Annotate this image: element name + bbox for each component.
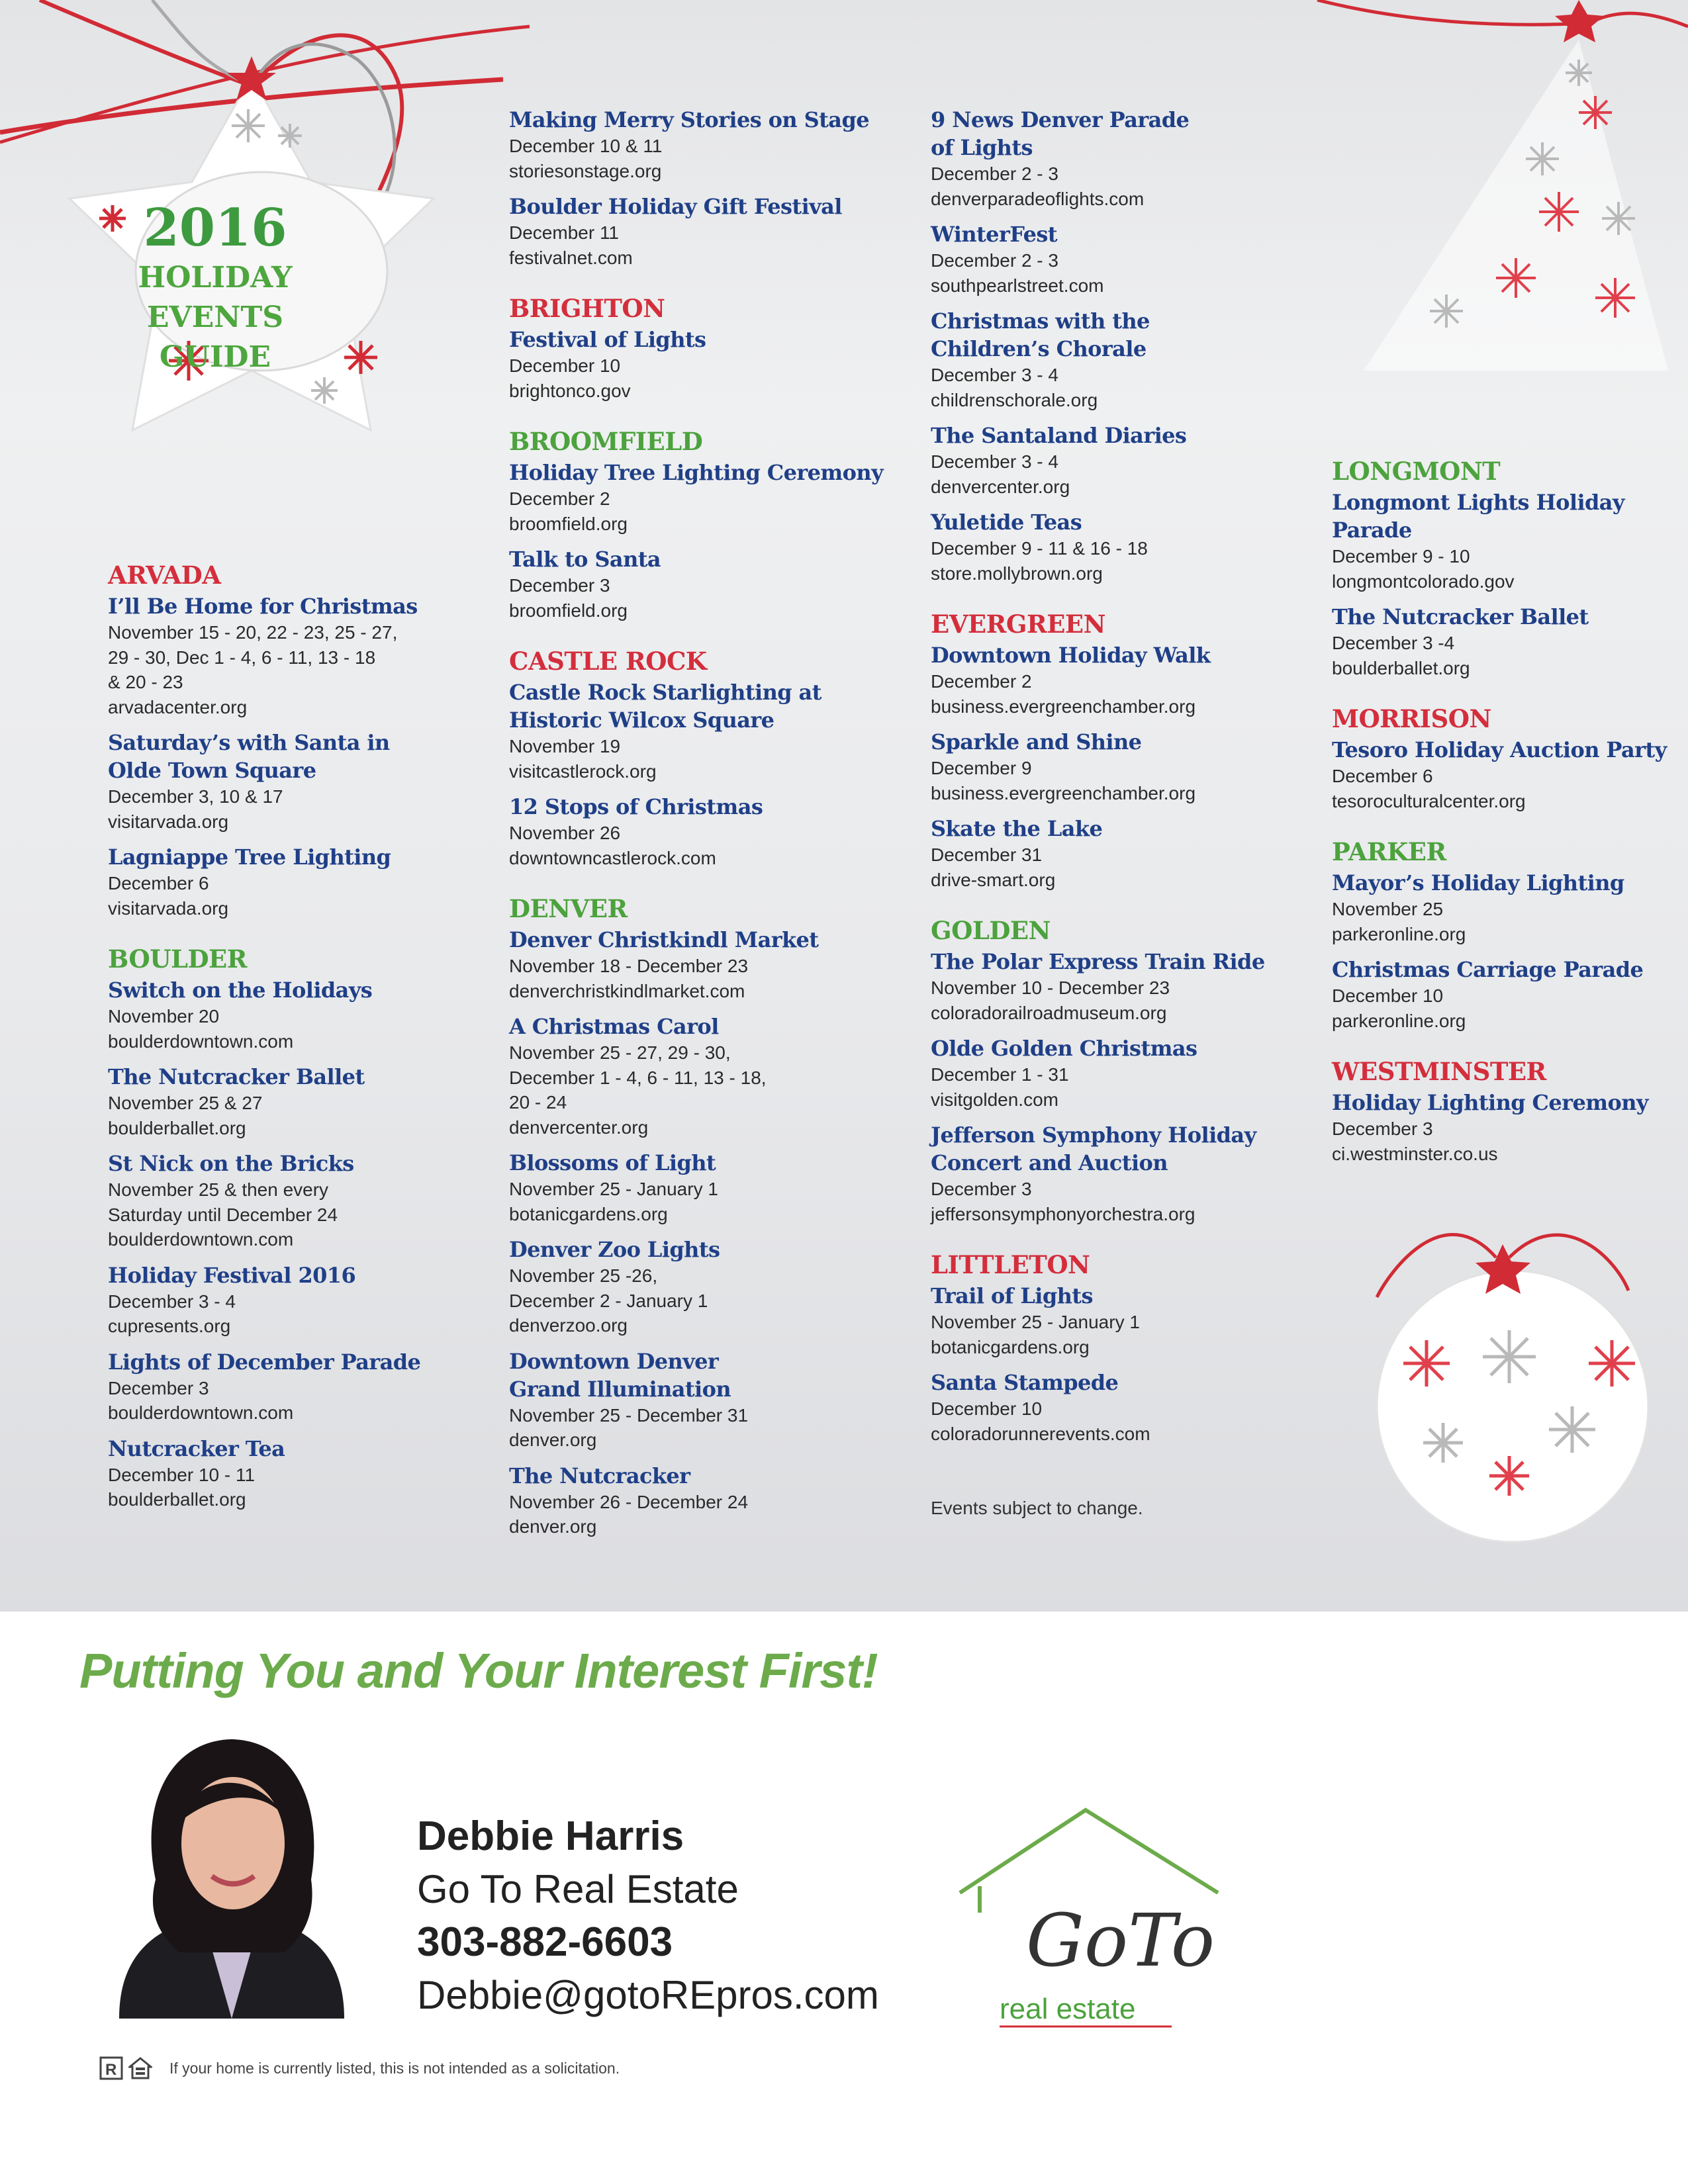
city-heading: DENVER — [509, 894, 628, 923]
event-item — [1332, 736, 1667, 813]
event-title: of Lights — [931, 135, 1033, 160]
event-website[interactable]: brightonco.gov — [509, 380, 631, 401]
event-website[interactable]: cupresents.org — [108, 1316, 231, 1336]
event-item — [509, 545, 661, 623]
event-dates: December 3 — [509, 575, 610, 596]
city-heading: GOLDEN — [931, 916, 1051, 945]
event-dates: December 2 - 3 — [931, 250, 1058, 271]
event-item — [509, 926, 818, 1003]
event-website[interactable]: visitgolden.com — [931, 1089, 1058, 1110]
tree-ornament — [1364, 40, 1668, 371]
ribbon — [1589, 13, 1688, 26]
event-dates: December 10 — [509, 355, 621, 376]
event-title: Holiday Tree Lighting Ceremony — [509, 460, 884, 485]
event-item — [108, 843, 391, 921]
event-item — [931, 1121, 1256, 1226]
event-dates: December 1 - 31 — [931, 1064, 1069, 1085]
event-item — [1332, 603, 1589, 680]
event-dates: November 25 - January 1 — [509, 1179, 718, 1199]
ball-ornament — [1377, 1271, 1648, 1542]
event-website[interactable]: jeffersonsymphonyorchestra.org — [931, 1203, 1196, 1224]
event-website[interactable]: denvercenter.org — [509, 1116, 649, 1138]
event-dates: November 26 - December 24 — [509, 1491, 749, 1512]
event-dates: December 10 — [931, 1398, 1043, 1419]
event-title: St Nick on the Bricks — [108, 1151, 354, 1176]
event-title: Children’s Chorale — [931, 336, 1147, 361]
event-dates: December 31 — [931, 844, 1043, 865]
event-item — [509, 326, 706, 403]
svg-text:R: R — [105, 2061, 117, 2079]
city-heading: ARVADA — [108, 561, 221, 590]
city-heading: LITTLETON — [931, 1250, 1090, 1279]
event-dates: December 10 & 11 — [509, 136, 663, 156]
guide-subtitle: HOLIDAY EVENTS — [138, 261, 293, 334]
event-item — [108, 1348, 420, 1426]
event-item — [509, 1236, 720, 1338]
legal-notice — [99, 2055, 620, 2081]
event-item — [108, 592, 418, 719]
event-dates: November 18 - December 23 — [509, 956, 749, 976]
city-heading: CASTLE ROCK — [509, 647, 707, 676]
guide-year: 2016 — [143, 198, 287, 258]
event-dates: December 3 — [1332, 1118, 1433, 1139]
event-title: Christmas Carriage Parade — [1332, 957, 1644, 982]
event-title: Holiday Lighting Ceremony — [1332, 1090, 1648, 1115]
legal-text: If your home is currently listed, this is not intended as a solicitation. — [169, 2059, 620, 2077]
ribbon — [40, 0, 252, 86]
event-website[interactable]: denver.org — [509, 1516, 597, 1537]
event-website[interactable]: tesoroculturalcenter.org — [1332, 790, 1526, 811]
event-website[interactable]: visitcastlerock.org — [509, 760, 657, 782]
event-website[interactable]: broomfield.org — [509, 600, 628, 621]
event-item — [509, 1013, 767, 1140]
event-title: 9 News Denver Parade — [931, 107, 1190, 132]
event-dates: December 6 — [108, 873, 209, 893]
event-item — [931, 508, 1148, 586]
event-item — [1332, 869, 1624, 946]
event-title: Saturday’s with Santa in — [108, 730, 390, 755]
realtor-icon — [99, 2056, 123, 2080]
event-title: Holiday Festival 2016 — [108, 1262, 356, 1288]
event-dates: December 3 — [931, 1179, 1032, 1199]
event-title: Downtown Denver — [509, 1348, 719, 1374]
event-item — [108, 1435, 285, 1512]
event-dates: November 25 - December 31 — [509, 1404, 749, 1426]
event-item — [931, 1034, 1197, 1112]
event-title: Santa Stampede — [931, 1370, 1119, 1395]
event-website[interactable]: childrenschorale.org — [931, 389, 1098, 410]
event-dates: December 3 - 4 — [931, 365, 1058, 385]
event-item — [509, 793, 763, 870]
event-title: Nutcracker Tea — [108, 1435, 285, 1461]
event-title: The Nutcracker — [509, 1463, 690, 1488]
event-item — [931, 422, 1186, 499]
event-title: Skate the Lake — [931, 816, 1103, 841]
event-item — [931, 1282, 1140, 1359]
logo-script: GoTo — [1026, 1898, 1215, 1983]
event-title: Longmont Lights Holiday — [1332, 490, 1624, 515]
star-cap-icon — [1555, 0, 1604, 42]
event-item — [1332, 956, 1643, 1033]
event-dates: & 20 - 23 — [108, 672, 183, 692]
event-website[interactable]: longmontcolorado.gov — [1332, 570, 1515, 592]
event-title: Christmas with the — [931, 308, 1150, 334]
event-title: I’ll Be Home for Christmas — [108, 594, 418, 619]
event-item — [931, 307, 1150, 412]
event-website[interactable]: botanicgardens.org — [931, 1336, 1090, 1357]
city-heading: LONGMONT — [1332, 457, 1501, 486]
event-dates: November 25 -26, — [509, 1265, 658, 1286]
event-dates: November 25 - 27, 29 - 30, — [509, 1042, 731, 1063]
event-title: Boulder Holiday Gift Festival — [509, 194, 842, 219]
event-title: Mayor’s Holiday Lighting — [1332, 870, 1624, 895]
event-title: Yuletide Teas — [931, 510, 1082, 535]
event-dates: December 3 - 4 — [108, 1291, 236, 1312]
event-dates: December 11 — [509, 222, 620, 243]
event-website[interactable]: parkeronline.org — [1332, 1010, 1466, 1031]
city-heading: BOULDER — [108, 944, 248, 974]
event-website[interactable]: business.evergreenchamber.org — [931, 696, 1196, 717]
event-dates: November 20 — [108, 1006, 220, 1026]
event-website[interactable]: boulderballet.org — [108, 1489, 246, 1510]
event-dates: November 25 & then every — [108, 1179, 329, 1200]
event-title: Concert and Auction — [931, 1150, 1168, 1175]
event-title: Jefferson Symphony Holiday — [931, 1122, 1256, 1148]
event-dates: December 1 - 4, 6 - 11, 13 - 18, — [509, 1067, 767, 1088]
event-item — [108, 729, 390, 834]
event-item — [1332, 1089, 1648, 1166]
event-title: Denver Zoo Lights — [509, 1237, 720, 1262]
event-item — [931, 815, 1102, 892]
event-title: Olde Golden Christmas — [931, 1036, 1197, 1061]
event-website[interactable]: boulderdowntown.com — [108, 1402, 294, 1423]
event-item — [931, 948, 1265, 1025]
event-title: Switch on the Holidays — [108, 978, 373, 1003]
event-item — [108, 1063, 365, 1140]
event-website[interactable]: drive-smart.org — [931, 869, 1056, 890]
event-title: Sparkle and Shine — [931, 729, 1142, 754]
event-website[interactable]: denverzoo.org — [509, 1315, 628, 1336]
event-item — [509, 678, 821, 784]
event-dates: December 9 - 10 — [1332, 546, 1470, 567]
event-dates: December 9 - 11 & 16 - 18 — [931, 538, 1148, 559]
event-item — [108, 1261, 355, 1339]
event-dates: December 2 — [509, 488, 610, 509]
agent-name: Debbie Harris — [417, 1813, 684, 1859]
event-dates: Saturday until December 24 — [108, 1204, 338, 1225]
event-title: The Santaland Diaries — [931, 423, 1187, 448]
event-title: Tesoro Holiday Auction Party — [1332, 737, 1667, 762]
guide-title — [93, 199, 338, 377]
event-dates: December 3, 10 & 17 — [108, 786, 283, 807]
event-website[interactable]: coloradorailroadmuseum.org — [931, 1002, 1167, 1023]
event-dates: December 3 -4 — [1332, 633, 1455, 653]
agent-photo — [93, 1727, 371, 2019]
event-item — [931, 1369, 1150, 1446]
city-heading: BROOMFIELD — [509, 427, 703, 456]
event-item — [931, 220, 1103, 298]
goto-logo — [953, 1800, 1231, 2038]
event-title: Talk to Santa — [509, 547, 661, 572]
guide-subtitle: GUIDE — [159, 340, 271, 374]
event-title: Denver Christkindl Market — [509, 927, 819, 952]
event-title: Lagniappe Tree Lighting — [108, 844, 391, 870]
event-item — [108, 1150, 354, 1252]
event-dates: December 2 - January 1 — [509, 1290, 708, 1311]
city-heading: MORRISON — [1332, 704, 1491, 733]
event-title: Lights of December Parade — [108, 1349, 421, 1375]
event-dates: 20 - 24 — [509, 1092, 567, 1113]
event-item — [509, 1347, 748, 1453]
event-item — [509, 459, 883, 536]
event-item — [509, 1462, 748, 1539]
city-heading: WESTMINSTER — [1332, 1057, 1546, 1086]
event-website[interactable]: broomfield.org — [509, 513, 628, 534]
event-dates: December 6 — [1332, 766, 1433, 786]
house-roof-icon — [960, 1810, 1218, 1893]
event-title: 12 Stops of Christmas — [509, 794, 763, 819]
event-website[interactable]: boulderballet.org — [108, 1117, 246, 1138]
event-item — [108, 976, 372, 1054]
event-dates: November 10 - December 23 — [931, 978, 1170, 998]
event-website[interactable]: visitarvada.org — [108, 811, 229, 832]
event-title: WinterFest — [931, 222, 1057, 247]
agent-company: Go To Real Estate — [417, 1867, 739, 1911]
event-item — [931, 641, 1210, 719]
event-dates: December 2 - 3 — [931, 163, 1058, 184]
equal-housing-icon — [128, 2056, 152, 2080]
event-item — [931, 106, 1189, 211]
event-website[interactable]: visitarvada.org — [108, 897, 229, 919]
ribbon — [152, 0, 238, 79]
event-item — [509, 193, 842, 270]
tagline: Putting You and Your Interest First! — [79, 1643, 878, 1698]
event-website[interactable]: denvercenter.org — [931, 476, 1070, 497]
event-website[interactable]: southpearlstreet.com — [931, 275, 1104, 296]
event-item — [509, 106, 869, 183]
event-dates: November 25 — [1332, 899, 1444, 919]
event-dates: December 3 — [108, 1377, 209, 1398]
event-website[interactable]: business.evergreenchamber.org — [931, 782, 1196, 803]
event-website[interactable]: denverparadeoflights.com — [931, 188, 1145, 209]
event-website[interactable]: botanicgardens.org — [509, 1203, 668, 1224]
event-item — [509, 1149, 718, 1226]
event-dates: December 2 — [931, 671, 1032, 692]
ribbon — [1317, 0, 1589, 24]
event-title: A Christmas Carol — [509, 1014, 719, 1039]
event-website[interactable]: store.mollybrown.org — [931, 563, 1103, 584]
event-title: Festival of Lights — [509, 327, 706, 352]
event-dates: November 26 — [509, 823, 621, 843]
event-title: Downtown Holiday Walk — [931, 643, 1211, 668]
event-dates: November 15 - 20, 22 - 23, 25 - 27, — [108, 622, 398, 643]
event-dates: November 19 — [509, 736, 621, 756]
event-title: Making Merry Stories on Stage — [509, 107, 869, 132]
agent-info — [417, 1810, 879, 2022]
event-website[interactable]: boulderballet.org — [1332, 657, 1470, 678]
agent-phone[interactable]: 303-882-6603 — [417, 1919, 673, 1965]
city-heading: BRIGHTON — [509, 294, 665, 323]
event-website[interactable]: boulderdowntown.com — [108, 1229, 294, 1250]
logo-sub: real estate — [1000, 1993, 1136, 2025]
event-website[interactable]: denver.org — [509, 1430, 597, 1450]
event-website[interactable]: coloradorunnerevents.com — [931, 1423, 1150, 1444]
event-website[interactable]: arvadacenter.org — [108, 696, 248, 717]
event-website[interactable]: storiesonstage.org — [509, 160, 662, 181]
event-title: Parade — [1332, 518, 1412, 543]
event-dates: December 10 - 11 — [108, 1464, 256, 1485]
event-dates: November 25 & 27 — [108, 1093, 263, 1113]
agent-email[interactable]: Debbie@gotoREpros.com — [417, 1973, 879, 2017]
event-title: Olde Town Square — [108, 758, 316, 783]
event-title: Trail of Lights — [931, 1283, 1093, 1308]
event-website[interactable]: denverchristkindlmarket.com — [509, 980, 745, 1001]
city-heading: PARKER — [1332, 837, 1446, 866]
event-title: Blossoms of Light — [509, 1150, 716, 1175]
event-website[interactable]: boulderdowntown.com — [108, 1030, 294, 1052]
disclaimer: Events subject to change. — [931, 1498, 1143, 1518]
event-title: The Nutcracker Ballet — [108, 1064, 365, 1089]
event-dates: December 3 - 4 — [931, 451, 1058, 472]
event-website[interactable]: parkeronline.org — [1332, 923, 1466, 944]
event-item — [931, 728, 1196, 805]
event-website[interactable]: downtowncastlerock.com — [509, 847, 716, 868]
event-dates: November 25 - January 1 — [931, 1312, 1140, 1332]
event-title: Grand Illumination — [509, 1376, 731, 1402]
event-dates: December 9 — [931, 758, 1032, 778]
event-title: The Nutcracker Ballet — [1332, 604, 1589, 629]
event-dates: December 10 — [1332, 985, 1444, 1006]
event-title: The Polar Express Train Ride — [931, 949, 1265, 974]
city-heading: EVERGREEN — [931, 610, 1105, 639]
event-item — [1332, 488, 1624, 594]
event-website[interactable]: festivalnet.com — [509, 247, 633, 268]
event-title: Historic Wilcox Square — [509, 707, 774, 733]
event-title: Castle Rock Starlighting at — [509, 680, 821, 705]
event-dates: 29 - 30, Dec 1 - 4, 6 - 11, 13 - 18 — [108, 647, 376, 668]
event-website[interactable]: ci.westminster.co.us — [1332, 1143, 1498, 1164]
